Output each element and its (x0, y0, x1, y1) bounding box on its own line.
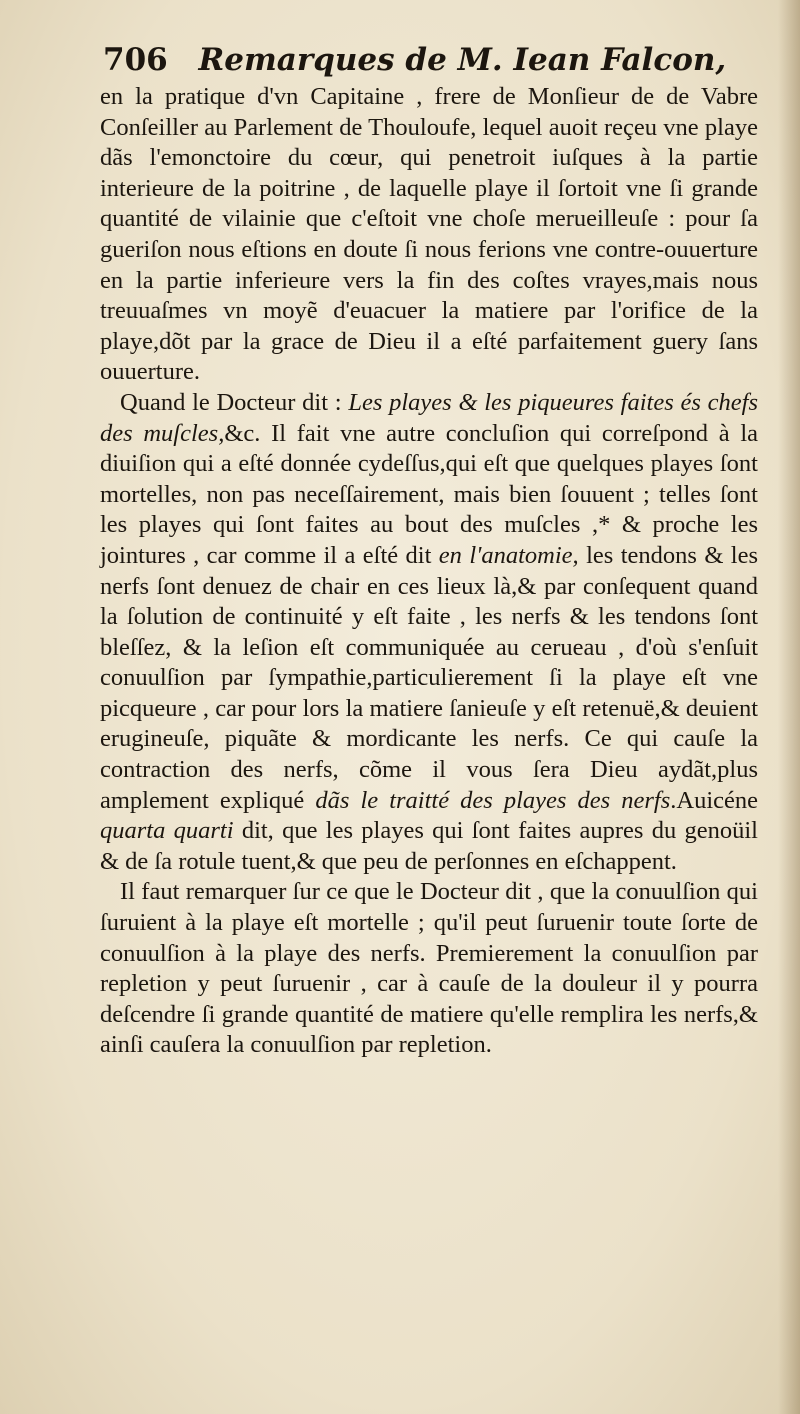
paragraph-2 (100, 388, 758, 878)
text-segment: &c. Il fait vne autre concluſion qui correſpond à la diuiſion qui a eſté donnée cydeſſus,qui eſt que quelques playes ſont mortelles, non pas neceſſairement, mais bien ſouuent ; telles ſont les playes qui ſont faites au bout des muſcles ,* & proche les jointures , car comme il a eſté dit (100, 419, 758, 569)
body-text (100, 82, 758, 1061)
running-title: Remarques de M. Iean Falcon, (198, 42, 727, 78)
text-segment: dit, que les playes qui ſont faites aupres du genoüil & de ſa rotule tuent,& que peu de perſonnes en eſchappent. (100, 817, 758, 875)
text-segment: Il faut remarquer ſur ce que le Docteur dit , que la conuulſion qui ſuruient à la playe eſt mortelle ; qu'il peut ſuruenir toute ſorte de conuulſion à la playe des nerfs. Premierement la conuulſion par repletion y peut ſuruenir , car à cauſe de la douleur il y pourra deſcendre ſi grande quantité de matiere qu'elle remplira les nerfs,& ainſi cauſera la conuulſion par repletion. (100, 878, 758, 1059)
citation-italic: dãs le traitté des playes des nerfs (315, 786, 671, 814)
text-segment: .Auicéne (670, 786, 758, 814)
page-gutter-shadow (778, 0, 800, 1414)
page-number: 706 (103, 42, 168, 78)
text-segment: Quand le Docteur dit : (120, 388, 349, 416)
citation-italic: Les playes & les piqueures faites és chefs des muſcles, (100, 388, 758, 447)
text-segment: les tendons & les nerfs ſont denuez de chair en ces lieux là,& par conſequent quand la ſolution de continuité y eſt faite , les nerfs & les tendons ſont bleſſez, & la leſion eſt communiquée au cerueau , d'où s'enſuit conuulſion par ſympathie,particulierement ſi la playe eſt vne picqueure , car pour lors la matiere ſanieuſe y eſt retenuë,& deuient erugineuſe, piquãte & mordicante les nerfs. Ce qui cauſe la contraction des nerfs, cõme il vous ſera Dieu aydãt,plus amplement expliqué (100, 541, 758, 814)
citation-italic: quarta quarti (100, 817, 234, 845)
text-segment: en la pratique d'vn Capitaine , frere de Monſieur de de Vabre Conſeiller au Parlement de Thouloufe, lequel auoit reçeu vne playe dãs l'emonctoire du cœur, qui penetroit iuſques à la partie interieure de la poitrine , de laquelle playe il ſortoit vne ſi grande quantité de vilainie que c'eſtoit vne choſe merueilleuſe : pour ſa gueriſon nous eſtions en doute ſi nous ferions vne contre-ouuerture en la partie inferieure vers la fin des coſtes vrayes,mais nous treuuaſmes vn moyẽ d'euacuer la matiere par l'orifice de la playe,dõt par la grace de Dieu il a eſté parfaitement guery ſans ouuerture. (100, 83, 758, 386)
paragraph-1 (100, 82, 758, 388)
paragraph-3 (100, 877, 758, 1061)
citation-italic: en l'anatomie, (438, 541, 579, 569)
